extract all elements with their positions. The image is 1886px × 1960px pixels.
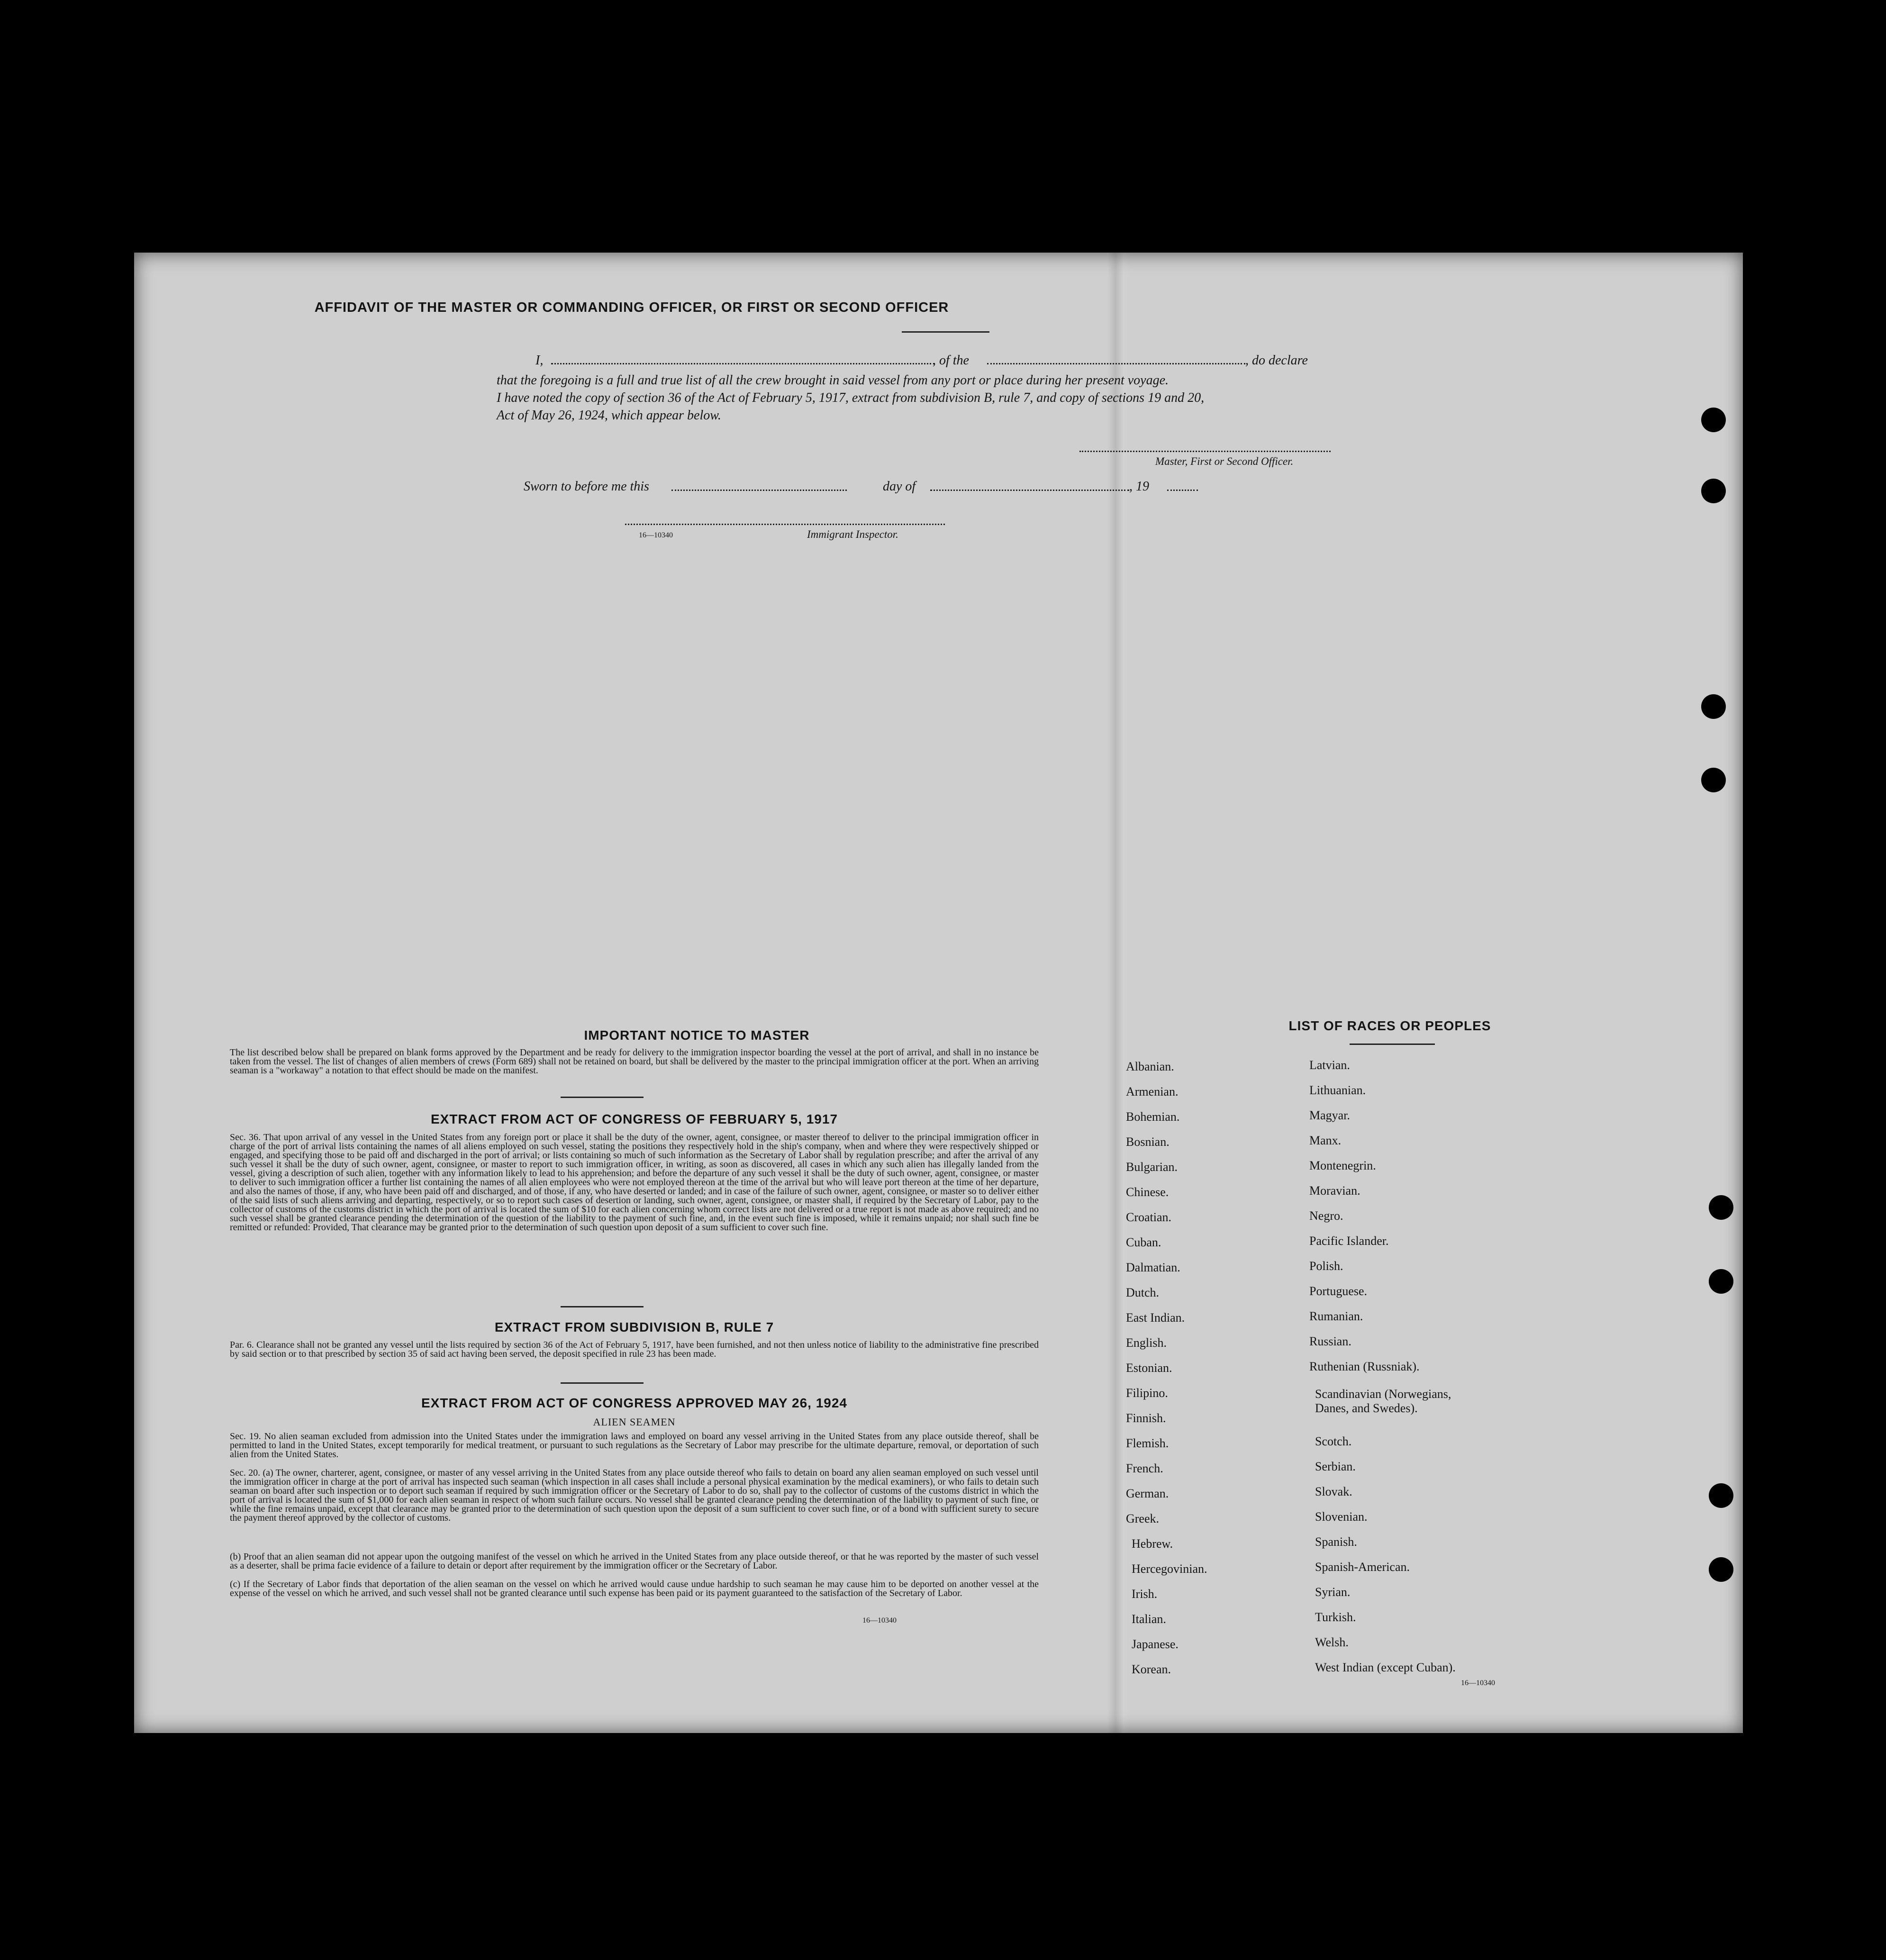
race-item: Polish. xyxy=(1309,1259,1343,1273)
race-item: Slovenian. xyxy=(1315,1510,1368,1524)
divider-3 xyxy=(561,1382,644,1384)
race-item: German. xyxy=(1126,1487,1169,1500)
races-form-number: 16—10340 xyxy=(1461,1679,1495,1687)
race-item: Bohemian. xyxy=(1126,1110,1180,1124)
punch-hole xyxy=(1709,1557,1733,1582)
master-signature-caption: Master, First or Second Officer. xyxy=(1155,455,1294,467)
race-item: Russian. xyxy=(1309,1334,1351,1348)
race-item: Serbian. xyxy=(1315,1460,1356,1473)
races-title: LIST OF RACES OR PEOPLES xyxy=(1288,1018,1491,1033)
notice-text: The list described below shall be prepared on blank forms approved by the Department and be ready for delivery to the immigration inspector boarding the vessel at the port of arrival, and shall in no instance be taken from the vessel. The list of changes of alien members of crews (Form 689) shall not be retained on board, but shall be delivered by the master to the principal immigration officer at the port. When an arriving seaman is a "workaway" a notation to that effect should be made on the manifest. xyxy=(230,1047,1039,1076)
race-item: Irish. xyxy=(1132,1587,1158,1601)
affidavit-of-the: , of the xyxy=(933,353,969,368)
race-item: Hercegovinian. xyxy=(1132,1562,1207,1576)
race-item: English. xyxy=(1126,1336,1167,1350)
affidavit-line-2: that the foregoing is a full and true list of all the crew brought in said vessel from any port or place during her present voyage. xyxy=(497,373,1169,388)
extract-1917-title: EXTRACT FROM ACT OF CONGRESS OF FEBRUARY 5, 1917 xyxy=(430,1112,838,1126)
extract-1924-sec20c: (c) If the Secretary of Labor finds that deportation of the alien seaman on the vessel on which he arrived would cause undue hardship to such seaman he may cause him to be deported on another vessel at the expense of the vessel on which he arrived, and such vessel shall not be granted clearance until such expense has been paid or its payment guaranteed to the satisfaction of the Secretary of Labor. xyxy=(230,1579,1039,1598)
race-item: Dutch. xyxy=(1126,1286,1160,1299)
punch-hole xyxy=(1701,479,1726,503)
affidavit-form-number: 16—10340 xyxy=(639,531,673,539)
extract-form-number: 16—10340 xyxy=(862,1616,897,1624)
name-blank xyxy=(551,363,935,364)
divider-1 xyxy=(561,1097,644,1098)
punch-hole xyxy=(1701,768,1726,792)
extract-1924-sec19: Sec. 19. No alien seaman excluded from admission into the United States under the immigration laws and employed on board any vessel arriving in the United States from any place outside thereof, shall be permitted to land in the United States, except temporarily for medical treatment, or pursuant to such regulations as the Secretary of Labor may prescribe for the ultimate departure, removal, or deportation of such alien from the United States. xyxy=(230,1431,1039,1460)
sworn-year-blank xyxy=(1167,490,1198,491)
race-item: Flemish. xyxy=(1126,1436,1169,1450)
race-item: Cuban. xyxy=(1126,1235,1161,1249)
race-item: Welsh. xyxy=(1315,1635,1349,1649)
race-item: Bulgarian. xyxy=(1126,1160,1178,1174)
extract-1924-sec20a: Sec. 20. (a) The owner, charterer, agent, consignee, or master of any vessel arriving in the United States from any place outside thereof who fails to detain on board any alien seaman employed on such vessel until the immigration officer in charge at the port of arrival has inspected such seaman (which inspection in all cases shall include a personal physical examination by the medical examiners), or who fails to detain such seaman on board after such inspection or to deport such seaman if required by such immigration officer or the Secretary of Labor to do so, shall pay to the collector of customs of the customs district in which the port of arrival is located the sum of $1,000 for each alien seaman in respect of whom such failure occurs. No vessel shall be granted clearance pending the determination of the liability to payment of such fine, or while the fine remains unpaid, except that clearance may be granted prior to the determination of such question upon the deposit of a sum sufficient to cover such fine, or of a bond with sufficient surety to secure the payment thereof approved by the collector of customs. xyxy=(230,1468,1039,1523)
race-item: Turkish. xyxy=(1315,1610,1356,1624)
race-item: French. xyxy=(1126,1461,1163,1475)
punch-hole xyxy=(1701,694,1726,719)
race-item: Greek. xyxy=(1126,1512,1160,1525)
race-item: Manx. xyxy=(1309,1134,1342,1147)
race-item: Korean. xyxy=(1132,1662,1171,1676)
inspector-caption: Immigrant Inspector. xyxy=(807,528,898,540)
race-item: Rumanian. xyxy=(1309,1309,1363,1323)
race-item: Japanese. xyxy=(1132,1637,1179,1651)
divider-2 xyxy=(561,1306,644,1307)
race-item: Filipino. xyxy=(1126,1386,1168,1400)
race-item: Spanish. xyxy=(1315,1535,1357,1549)
affidavit-title: AFFIDAVIT OF THE MASTER OR COMMANDING OFFICER, OR FIRST OR SECOND OFFICER xyxy=(314,300,949,315)
race-item: Pacific Islander. xyxy=(1309,1234,1389,1248)
race-item: Italian. xyxy=(1132,1612,1166,1626)
title-divider xyxy=(902,331,989,333)
race-item: Montenegrin. xyxy=(1309,1159,1376,1172)
race-item: Slovak. xyxy=(1315,1485,1352,1498)
race-item: Spanish-American. xyxy=(1315,1560,1410,1574)
race-item: Chinese. xyxy=(1126,1185,1169,1199)
vessel-blank xyxy=(987,363,1245,364)
race-item: Scandinavian (Norwegians, Danes, and Swedes). xyxy=(1315,1387,1451,1415)
sworn-prefix: Sworn to before me this xyxy=(524,479,649,494)
document-page xyxy=(134,253,1743,1733)
affidavit-line-3: I have noted the copy of section 36 of the Act of February 5, 1917, extract from subdivision B, rule 7, and copy of sections 19 and 20, xyxy=(497,390,1205,405)
race-item: Latvian. xyxy=(1309,1058,1350,1072)
affidavit-i: I, xyxy=(535,353,544,368)
race-item: Negro. xyxy=(1309,1209,1343,1223)
punch-hole xyxy=(1709,1269,1733,1294)
race-item: Portuguese. xyxy=(1309,1284,1368,1298)
sworn-day-of: day of xyxy=(883,479,916,494)
notice-title: IMPORTANT NOTICE TO MASTER xyxy=(584,1028,810,1043)
race-item: East Indian. xyxy=(1126,1311,1185,1325)
punch-hole xyxy=(1709,1483,1733,1508)
extract-1917-text: Sec. 36. That upon arrival of any vessel in the United States from any foreign port or place it shall be the duty of the owner, agent, consignee, or master thereof to deliver to the principal immigration officer in charge of the port of arrival lists containing the names of all aliens employed on such vessel, stating the positions they respectively hold in the ship's company, when and where they were respectively shipped or engaged, and specifying those to be paid off and discharged in the port of arrival; or lists containing so much of such information as the Secretary of Labor shall by regulation prescribe; and after the arrival of any such vessel it shall be the duty of such owner, agent, consignee, or master to report to such immigration officer, in writing, as soon as discovered, all cases in which any such alien has illegally landed from the vessel, giving a description of such alien, together with any information likely to lead to his apprehension; and before the departure of any such vessel it shall be the duty of such owner, agent, consignee, or master to deliver to such immigration officer a further list containing the names of all alien employees who were not employed thereon at the time of the arrival but who will leave port thereon at the time of her departure, and also the names of those, if any, who have been paid off and discharged, and of those, if any, who have deserted or landed; and in case of the failure of such owner, agent, consignee, or master so to deliver either of the said lists of such aliens arriving and departing, respectively, or so to report such cases of desertion or landing, such owner, agent, consignee, or master shall, if required by the Secretary of Labor, pay to the collector of customs of the customs district in which the port of arrival is located the sum of $10 for each alien concerning whom correct lists are not delivered or a true report is not made as above required; and no such vessel shall be granted clearance pending the determination of the question of the liability to the payment of such fine, and, in the event such fine is imposed, while it remains unpaid; nor shall such fine be remitted or refunded: Provided, That clearance may be granted prior to the determination of such question upon deposit of a sum sufficient to cover such fine. xyxy=(230,1132,1039,1233)
punch-hole xyxy=(1701,408,1726,432)
sworn-year: , 19 xyxy=(1129,479,1149,494)
race-item: Albanian. xyxy=(1126,1060,1174,1073)
extract-rule7-title: EXTRACT FROM SUBDIVISION B, RULE 7 xyxy=(494,1320,774,1334)
race-item: West Indian (except Cuban). xyxy=(1315,1661,1456,1674)
affidavit-do-declare: , do declare xyxy=(1245,353,1308,368)
race-item: Scotch. xyxy=(1315,1434,1352,1448)
race-item: Estonian. xyxy=(1126,1361,1172,1375)
sworn-month-blank xyxy=(930,490,1129,491)
inspector-signature-line xyxy=(625,524,945,525)
affidavit-line-4: Act of May 26, 1924, which appear below. xyxy=(497,408,721,423)
extract-1924-sec20b: (b) Proof that an alien seaman did not appear upon the outgoing manifest of the vessel on which he arrived in the United States from any place outside thereof, or that he was reported by the master of such vessel as a deserter, shall be prima facie evidence of a failure to detain or deport after requirement by the immigration officer or the Secretary of Labor. xyxy=(230,1552,1039,1571)
race-item: Bosnian. xyxy=(1126,1135,1170,1149)
extract-rule7-text: Par. 6. Clearance shall not be granted any vessel until the lists required by section 36 of the Act of February 5, 1917, have been furnished, and not then unless notice of liability to the administrative fine prescribed by said section or to that prescribed by section 35 of said act having been served, the deposit specified in rule 23 has been made. xyxy=(230,1340,1039,1359)
extract-1924-title: EXTRACT FROM ACT OF CONGRESS APPROVED MAY 26, 1924 xyxy=(421,1396,847,1410)
race-item: Moravian. xyxy=(1309,1184,1360,1198)
race-item: Dalmatian. xyxy=(1126,1261,1180,1274)
race-item: Syrian. xyxy=(1315,1585,1351,1599)
sworn-day-blank xyxy=(671,490,847,491)
race-item: Lithuanian. xyxy=(1309,1083,1366,1097)
races-divider xyxy=(1350,1044,1435,1045)
punch-hole xyxy=(1709,1195,1733,1220)
race-item: Magyar. xyxy=(1309,1108,1350,1122)
race-item: Ruthenian (Russniak). xyxy=(1309,1360,1420,1373)
race-item: Hebrew. xyxy=(1132,1537,1173,1551)
master-signature-line xyxy=(1079,451,1331,452)
race-item: Finnish. xyxy=(1126,1411,1166,1425)
race-item: Armenian. xyxy=(1126,1085,1179,1098)
race-item: Croatian. xyxy=(1126,1210,1172,1224)
alien-seamen-subtitle: ALIEN SEAMEN xyxy=(593,1416,676,1428)
